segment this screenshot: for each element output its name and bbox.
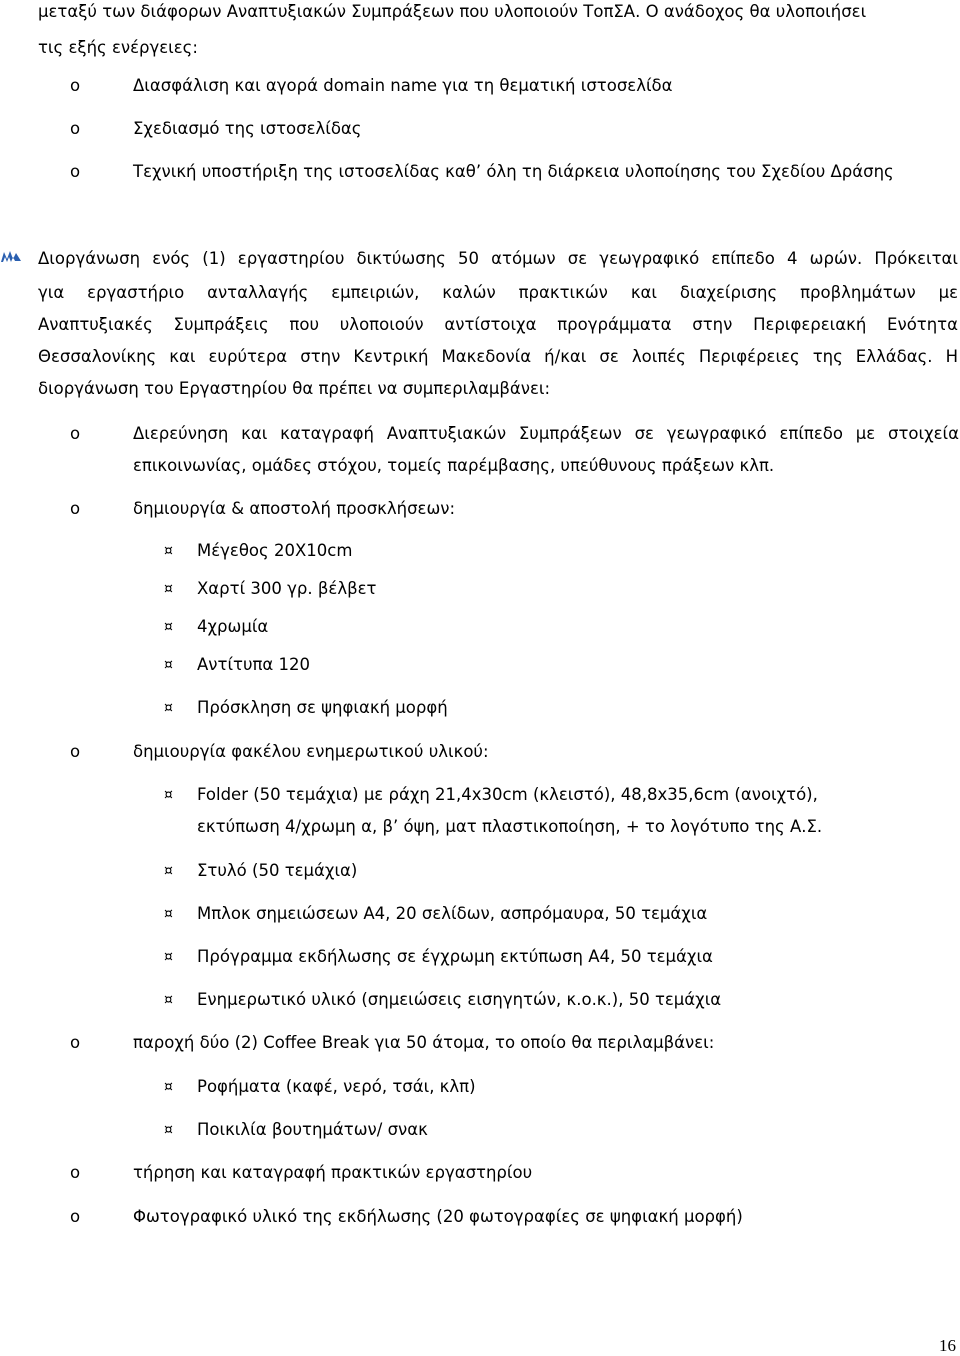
sub-list-item: Πρόγραμμα εκδήλωσης σε έγχρωμη εκτύπωση Α4, 50 τεμάχια <box>197 947 713 966</box>
paragraph-line: Θεσσαλονίκης και ευρύτερα στην Κεντρική Μακεδονία ή/και σε λοιπές Περιφέρειες της Ελλάδας. Η <box>38 347 958 366</box>
bullet-o: o <box>70 1163 81 1182</box>
bullet-o: o <box>70 1033 81 1052</box>
list-item: τήρηση και καταγραφή πρακτικών εργαστηρίου <box>133 1163 533 1182</box>
sub-list-item: 4χρωμία <box>197 617 269 636</box>
sub-list-item: Ποικιλία βουτημάτων/ σνακ <box>197 1120 428 1139</box>
sub-list-item: Ροφήματα (καφέ, νερό, τσάι, κλπ) <box>197 1077 476 1096</box>
list-item: παροχή δύο (2) Coffee Break για 50 άτομα, το οποίο θα περιλαμβάνει: <box>133 1033 715 1052</box>
bullet-o: o <box>70 742 81 761</box>
sub-bullet: ¤ <box>164 1122 173 1138</box>
bullet-o: o <box>70 119 81 138</box>
paragraph-line: διοργάνωση του Εργαστηρίου θα πρέπει να συμπεριλαμβάνει: <box>38 379 551 398</box>
bullet-o: o <box>70 499 81 518</box>
bullet-o: o <box>70 424 81 443</box>
paragraph-line: Αναπτυξιακές Συμπράξεις που υλοποιούν αντίστοιχα προγράμματα στην Περιφερειακή Ενότητα <box>38 315 958 334</box>
sub-bullet: ¤ <box>164 949 173 965</box>
paragraph-line: Διοργάνωση ενός (1) εργαστηρίου δικτύωσης 50 ατόμων σε γεωγραφικό επίπεδο 4 ωρών. Πρόκειται <box>38 249 958 268</box>
arrow-bullet-icon <box>0 248 22 264</box>
sub-bullet: ¤ <box>164 700 173 716</box>
sub-bullet: ¤ <box>164 619 173 635</box>
list-item: Διερεύνηση και καταγραφή Αναπτυξιακών Συμπράξεων σε γεωγραφικό επίπεδο με στοιχεία <box>133 424 959 443</box>
bullet-o: o <box>70 1207 81 1226</box>
list-item: Διασφάλιση και αγορά domain name για τη θεματική ιστοσελίδα <box>133 76 673 95</box>
paragraph-line: για εργαστήριο ανταλλαγής εμπειριών, καλών πρακτικών και διαχείρισης προβλημάτων με <box>38 283 958 302</box>
sub-bullet: ¤ <box>164 543 173 559</box>
sub-list-item: Ενημερωτικό υλικό (σημειώσεις εισηγητών, κ.ο.κ.), 50 τεμάχια <box>197 990 722 1009</box>
sub-bullet: ¤ <box>164 863 173 879</box>
sub-list-item: Στυλό (50 τεμάχια) <box>197 861 358 880</box>
bullet-o: o <box>70 76 81 95</box>
sub-list-item-continuation: εκτύπωση 4/χρωμη α, β’ όψη, ματ πλαστικοποίηση, + το λογότυπο της Α.Σ. <box>197 817 823 836</box>
sub-bullet: ¤ <box>164 657 173 673</box>
list-item-continuation: επικοινωνίας, ομάδες στόχου, τομείς παρέμβασης, υπεύθυνους πράξεων κλπ. <box>133 456 775 475</box>
bullet-o: o <box>70 162 81 181</box>
sub-list-item: Αντίτυπα 120 <box>197 655 311 674</box>
body-text-line: μεταξύ των διάφορων Αναπτυξιακών Συμπράξεων που υλοποιούν ΤοπΣΑ. Ο ανάδοχος θα υλοποιήσει <box>38 2 867 21</box>
list-item: Φωτογραφικό υλικό της εκδήλωσης (20 φωτογραφίες σε ψηφιακή μορφή) <box>133 1207 743 1226</box>
sub-bullet: ¤ <box>164 992 173 1008</box>
sub-list-item: Folder (50 τεμάχια) με ράχη 21,4x30cm (κλειστό), 48,8x35,6cm (ανοιχτό), <box>197 785 818 804</box>
list-item: δημιουργία & αποστολή προσκλήσεων: <box>133 499 456 518</box>
list-item: δημιουργία φακέλου ενημερωτικού υλικού: <box>133 742 489 761</box>
sub-bullet: ¤ <box>164 581 173 597</box>
sub-bullet: ¤ <box>164 1079 173 1095</box>
body-text-line: τις εξής ενέργειες: <box>38 38 198 57</box>
sub-list-item: Μπλοκ σημειώσεων Α4, 20 σελίδων, ασπρόμαυρα, 50 τεμάχια <box>197 904 708 923</box>
sub-bullet: ¤ <box>164 787 173 803</box>
list-item: Σχεδιασμό της ιστοσελίδας <box>133 119 362 138</box>
sub-bullet: ¤ <box>164 906 173 922</box>
sub-list-item: Μέγεθος 20Χ10cm <box>197 541 353 560</box>
list-item: Τεχνική υποστήριξη της ιστοσελίδας καθ’ όλη τη διάρκεια υλοποίησης του Σχεδίου Δράσης <box>133 162 894 181</box>
sub-list-item: Χαρτί 300 γρ. βέλβετ <box>197 579 377 598</box>
sub-list-item: Πρόσκληση σε ψηφιακή μορφή <box>197 698 448 717</box>
page-number: 16 <box>939 1336 956 1355</box>
